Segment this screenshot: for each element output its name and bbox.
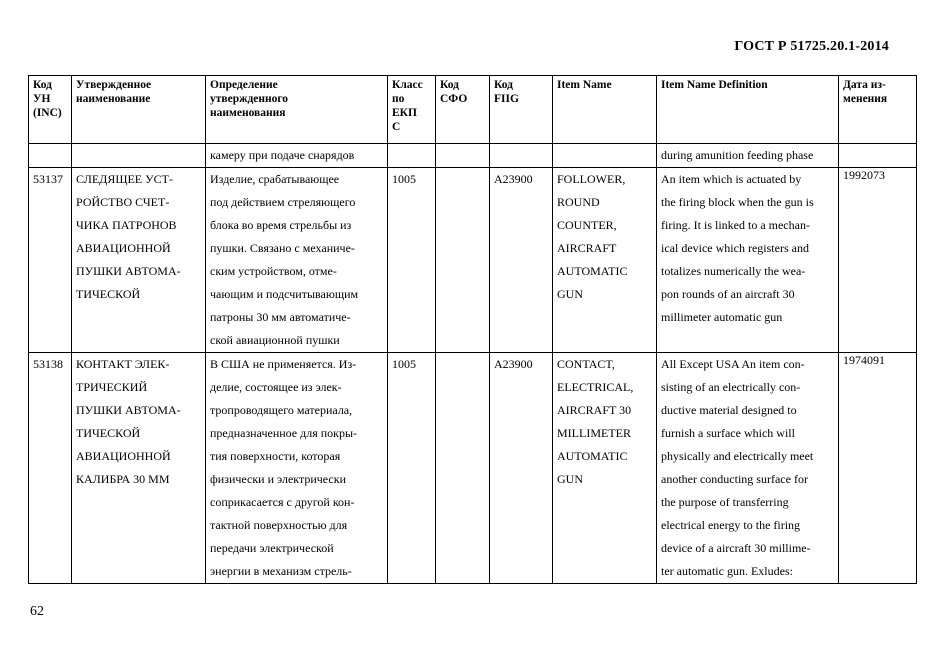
nomenclature-table: [28, 75, 917, 584]
page-number: 62: [30, 604, 44, 619]
table-row: [29, 353, 917, 584]
definition-ru-cell: камеру при подаче снарядов: [206, 144, 388, 168]
definition-en-cell: All Except USA An item con- sisting of an electrically con- ductive material designed to furnish a surface which will physically and electrically meet another conducting surface for the purpose of transferring electrical energy to the firing device of a aircraft 30 millime- ter automatic gun. Exludes:: [657, 353, 839, 584]
header-sfo: Код СФО: [436, 76, 490, 144]
sfo-cell: [436, 353, 490, 584]
definition-ru-cell: В США не применяется. Из- делие, состоящее из элек- тропроводящего материала, предназначенное для покры- тия поверхности, которая физически и электрически соприкасается с другой кон- тактной поверхностью для передачи электрической энергии в механизм стрель-: [206, 353, 388, 584]
definition-en-cell: An item which is actuated by the firing block when the gun is firing. It is linked to a mechan- ical device which registers and totalizes numerically the wea- pon rounds of an aircraft 30 millimeter automatic gun: [657, 168, 839, 353]
class-cell: 1005: [388, 353, 436, 584]
class-cell: 1005: [388, 168, 436, 353]
item-name-cell: CONTACT, ELECTRICAL, AIRCRAFT 30 MILLIMETER AUTOMATIC GUN: [553, 353, 657, 584]
inc-cell: 53138: [29, 353, 72, 584]
header-definition: Определение утвержденного наименования: [206, 76, 388, 144]
fiig-cell: A23900: [490, 168, 553, 353]
definition-en-cell: during amunition feeding phase: [657, 144, 839, 168]
name-ru-cell: КОНТАКТ ЭЛЕК- ТРИЧЕСКИЙ ПУШКИ АВТОМА- ТИЧЕСКОЙ АВИАЦИОННОЙ КАЛИБРА 30 ММ: [72, 353, 206, 584]
sfo-cell: [436, 168, 490, 353]
definition-ru-cell: Изделие, срабатывающее под действием стреляющего блока во время стрельбы из пушки. Связано с механиче- ским устройством, отме- чающим и подсчитывающим патроны 30 мм автоматиче- ской авиационной пушки: [206, 168, 388, 353]
header-change-date: Дата из- менения: [839, 76, 917, 144]
header-approved-name: Утвержденное наименование: [72, 76, 206, 144]
header-class: Класс по ЕКП С: [388, 76, 436, 144]
name-ru-cell: СЛЕДЯЩЕЕ УСТ- РОЙСТВО СЧЕТ- ЧИКА ПАТРОНОВ АВИАЦИОННОЙ ПУШКИ АВТОМА- ТИЧЕСКОЙ: [72, 168, 206, 353]
header-item-name-definition: Item Name Definition: [657, 76, 839, 144]
item-name-cell: FOLLOWER, ROUND COUNTER, AIRCRAFT AUTOMATIC GUN: [553, 168, 657, 353]
standard-number: ГОСТ Р 51725.20.1-2014: [734, 39, 889, 54]
header-item-name: Item Name: [553, 76, 657, 144]
table-row: [29, 168, 917, 353]
header-row: [29, 76, 917, 144]
fiig-cell: A23900: [490, 353, 553, 584]
inc-cell: 53137: [29, 168, 72, 353]
header-inc: Код УН (INC): [29, 76, 72, 144]
date-cell: 1974091: [839, 353, 917, 584]
date-cell: 1992073: [839, 168, 917, 353]
continuation-row: [29, 144, 917, 168]
header-fiig: Код FIIG: [490, 76, 553, 144]
